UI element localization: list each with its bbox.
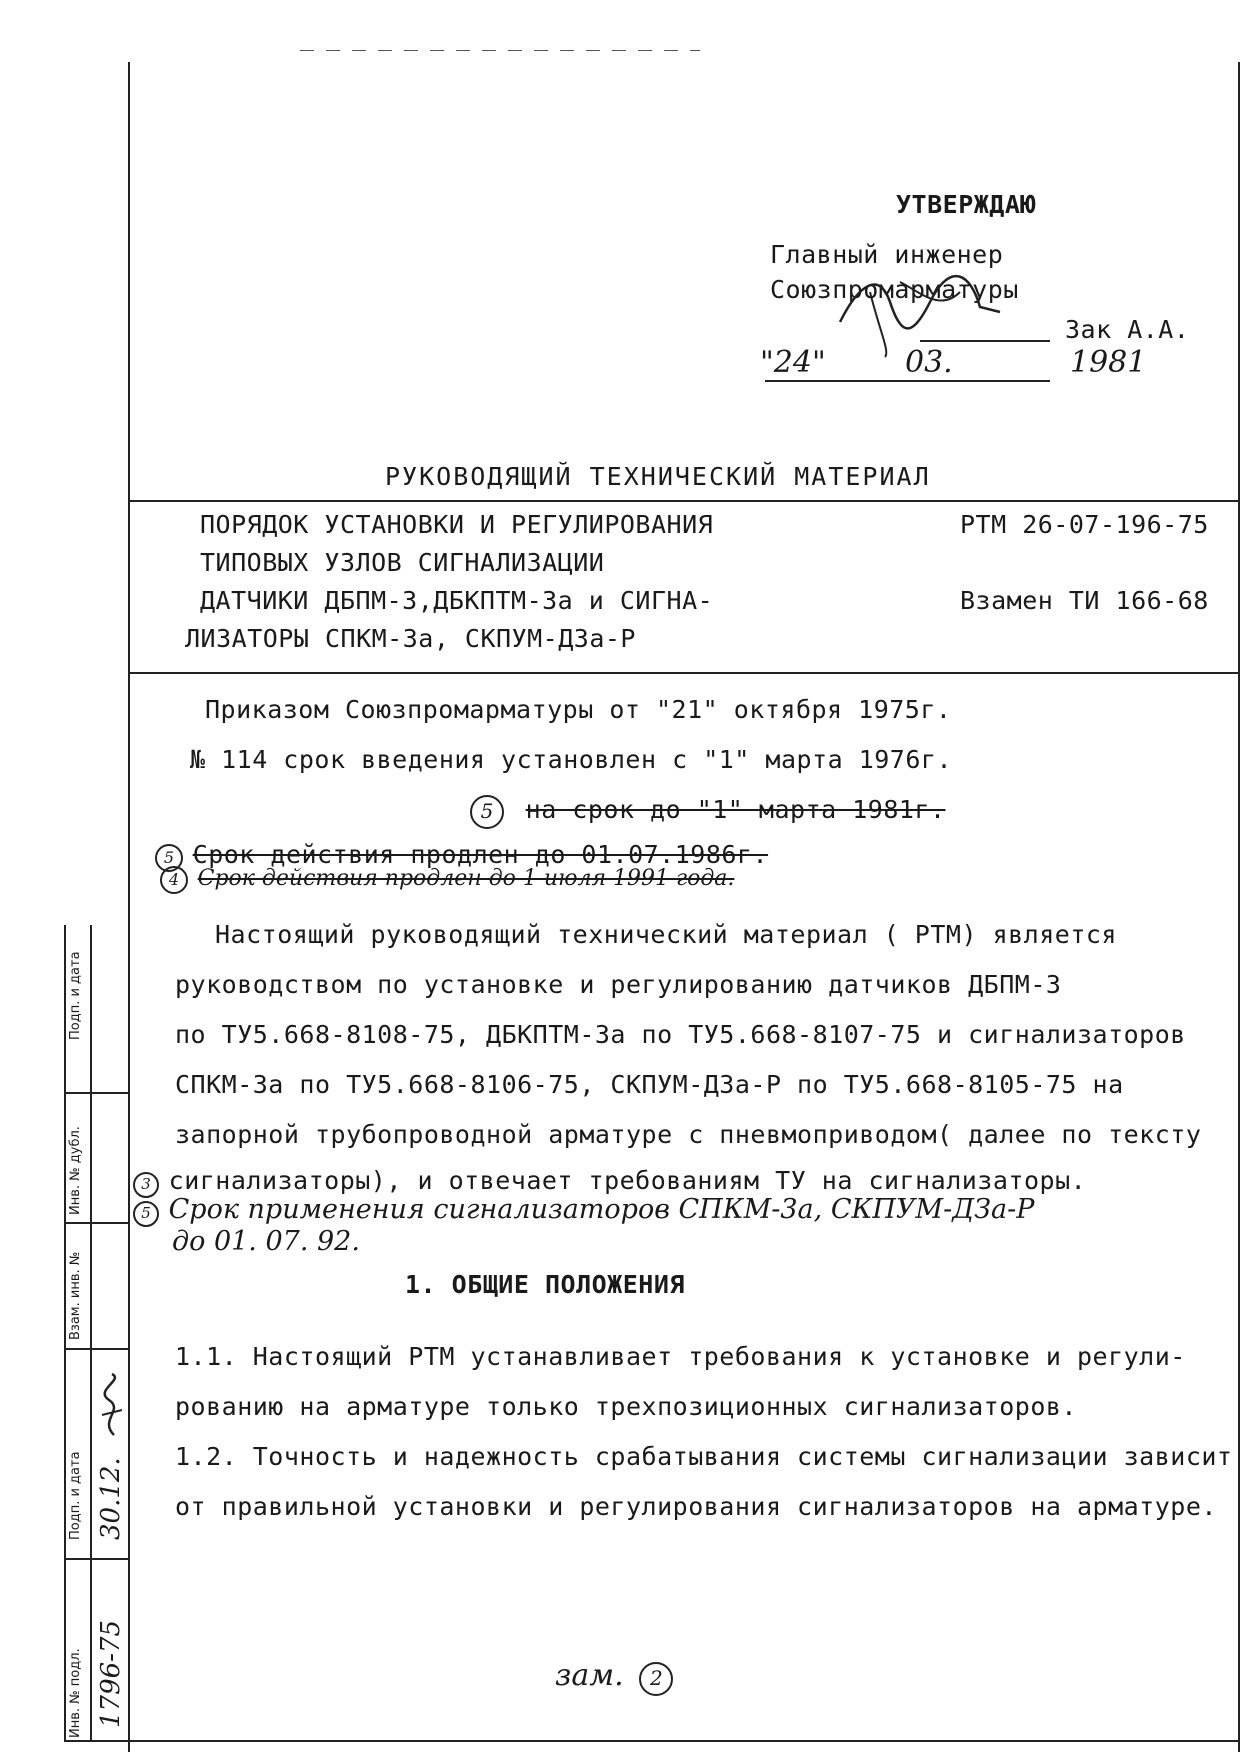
intro-line-2: руководством по установке и регулированию датчиков ДБПМ-3	[175, 970, 1062, 999]
p1-line-1: 1.1. Настоящий РТМ устанавливает требования к установке и регули-	[175, 1342, 1186, 1371]
stamp-outer-line	[64, 925, 66, 1740]
struck-text-2: Срок действия продлен до 01.07.1986г.	[192, 840, 769, 869]
approval-position-line2: Союзпромарматуры	[770, 275, 1019, 304]
stamp-label-orig-inv: Инв. № подл.	[68, 1648, 83, 1738]
approval-position-line1: Главный инженер	[770, 240, 1004, 269]
stamp-divider-1	[64, 1092, 130, 1094]
approval-date-line	[765, 380, 1050, 382]
hand-note-row	[133, 1194, 1034, 1227]
approval-signature-line	[920, 340, 1050, 342]
struck-line-3	[160, 866, 734, 894]
section-heading: 1. ОБЩИЕ ПОЛОЖЕНИЯ	[405, 1270, 685, 1299]
p2-line-2: от правильной установки и регулирования сигнализаторов на арматуре.	[175, 1492, 1217, 1521]
frame-left-border	[128, 62, 130, 1752]
struck-line-1	[470, 795, 946, 829]
title-line-3: ДАТЧИКИ ДБПМ-3,ДБКПТМ-3а и СИГНА-	[200, 586, 714, 615]
struck-text-3: Срок действия продлен до 1 июля 1991 года.	[197, 866, 735, 891]
doc-type-heading: РУКОВОДЯЩИЙ ТЕХНИЧЕСКИЙ МАТЕРИАЛ	[385, 462, 931, 491]
hand-note-line-2: до 01. 07. 92.	[172, 1226, 360, 1257]
approval-date-day: "24"	[760, 345, 826, 380]
stamp-hand-date: 30.12.	[96, 1457, 126, 1540]
change-mark-5: 5	[470, 795, 504, 829]
approval-title: УТВЕРЖДАЮ	[896, 190, 1036, 219]
p2-line-1: 1.2. Точность и надежность срабатывания системы сигнализации зависит	[175, 1442, 1233, 1471]
stamp-divider-4	[64, 1558, 130, 1560]
intro-line-4: СПКМ-3а по ТУ5.668-8106-75, СКПУМ-ДЗа-Р по ТУ5.668-8105-75 на	[175, 1070, 1124, 1099]
stamp-label-dup-inv: Инв. № дубл.	[68, 1126, 83, 1215]
change-mark-3: 3	[133, 1172, 159, 1198]
footer-change-number: 2	[639, 1662, 673, 1696]
frame-bottom-border	[64, 1740, 1240, 1742]
p1-line-2: рованию на арматуре только трехпозиционных сигнализаторов.	[175, 1392, 1077, 1421]
struck-text-1: на срок до "1" марта 1981г.	[525, 795, 946, 824]
title-block-top-line	[128, 500, 1238, 502]
intro-line-5: запорной трубопроводной арматуре с пневмоприводом( далее по тексту	[175, 1120, 1202, 1149]
footer-change-mark	[555, 1658, 673, 1696]
intro-line-3: по ТУ5.668-8108-75, ДБКПТМ-3а по ТУ5.668-8107-75 и сигнализаторов	[175, 1020, 1186, 1049]
hand-note-line-1: Срок применения сигнализаторов СПКМ-3а, СКПУМ-ДЗа-Р	[168, 1194, 1035, 1225]
stamp-label-sign-date-2: Подп. и дата	[68, 1451, 83, 1540]
replaces-document: Взамен ТИ 166-68	[960, 586, 1209, 615]
order-line-2: № 114 срок введения установлен с "1" марта 1976г.	[190, 745, 953, 774]
footer-change-label: зам.	[555, 1658, 624, 1693]
title-block-bottom-line	[128, 672, 1238, 674]
stamp-inner-line	[90, 925, 92, 1740]
title-line-1: ПОРЯДОК УСТАНОВКИ И РЕГУЛИРОВАНИЯ	[200, 510, 714, 539]
frame-right-border	[1238, 62, 1240, 1752]
stamp-hand-inv: 1796-75	[96, 1619, 126, 1728]
change-mark-4: 4	[160, 866, 188, 894]
stamp-divider-2	[64, 1222, 130, 1224]
order-line-1: Приказом Союзпромарматуры от "21" октября 1975г.	[205, 695, 952, 724]
approval-date-year: 1981	[1070, 345, 1147, 380]
stamp-label-replace-inv: Взам. инв. №	[68, 1251, 83, 1340]
intro-line-6: сигнализаторы), и отвечает требованиям ТУ на сигнализаторы.	[168, 1166, 1087, 1195]
approval-date-month: 03.	[905, 345, 953, 380]
stamp-label-sign-date-1: Подп. и дата	[68, 951, 83, 1040]
title-line-4: ЛИЗАТОРЫ СПКМ-3а, СКПУМ-ДЗа-Р	[185, 624, 636, 653]
approval-name: Зак А.А.	[1065, 315, 1190, 344]
change-mark-5c: 5	[133, 1201, 159, 1227]
stamp-signature	[94, 1370, 128, 1440]
intro-line-1: Настоящий руководящий технический материал ( РТМ) является	[215, 920, 1117, 949]
frame-top-dashes	[300, 50, 700, 51]
stamp-divider-3	[64, 1348, 130, 1350]
title-line-2: ТИПОВЫХ УЗЛОВ СИГНАЛИЗАЦИИ	[200, 548, 605, 577]
document-code: РТМ 26-07-196-75	[960, 510, 1209, 539]
change-mark-5b: 5	[155, 844, 183, 872]
